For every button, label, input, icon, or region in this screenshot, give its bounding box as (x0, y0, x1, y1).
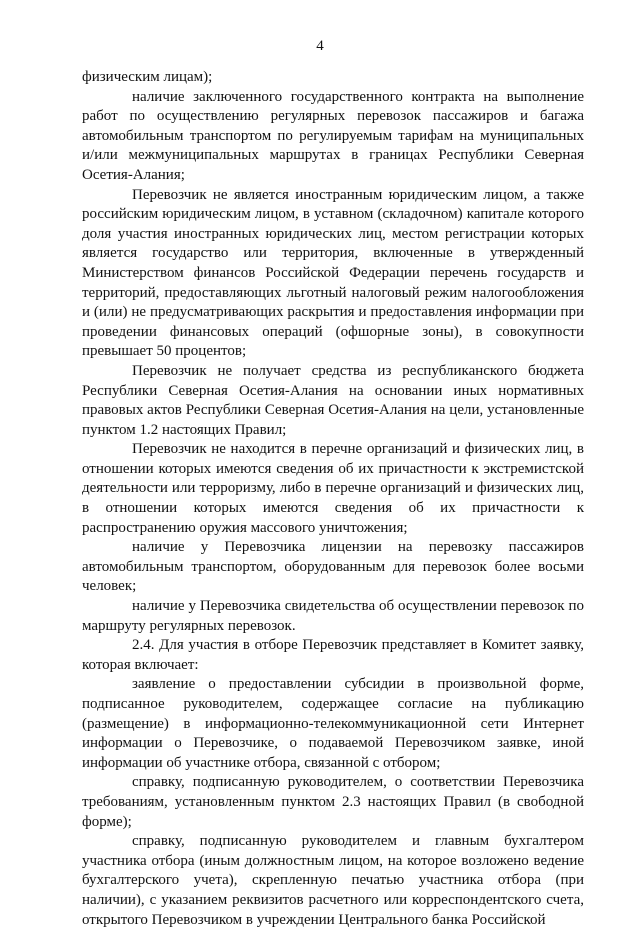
paragraph: Перевозчик не получает средства из республиканского бюджета Республики Северная Осетия-Алания на основании иных нормативных правовых актов Республики Северная Осетия-Алания на цели, установленные пунктом 1.2 настоящих Правил; (82, 362, 584, 438)
paragraph: наличие заключенного государственного контракта на выполнение работ по осуществлению регулярных перевозок пассажиров и багажа автомобильным транспортом по регулируемым тарифам на муниципальных и/или межмуниципальных маршрутах в границах Республики Северная Осетия-Алания; (82, 88, 584, 183)
paragraph: наличие у Перевозчика свидетельства об осуществлении перевозок по маршруту регулярных перевозок. (82, 598, 584, 634)
page-number: 4 (316, 38, 324, 54)
paragraph: справку, подписанную руководителем, о соответствии Перевозчика требованиям, установленным пунктом 2.3 настоящих Правил (в свободной форме); (82, 774, 584, 830)
paragraph: справку, подписанную руководителем и главным бухгалтером участника отбора (иным должностным лицом, на которое возложено ведение бухгалтерского учета), скрепленную печатью участника отбора (при наличии), с указанием реквизитов расчетного или корреспондентского счета, открытого Перевозчиком в учреждении Центрального банка Российской (82, 833, 584, 928)
document-body (82, 68, 584, 930)
paragraph: Перевозчик не находится в перечне организаций и физических лиц, в отношении которых имеются сведения об их причастности к экстремистской деятельности или терроризму, либо в перечне организаций и физических лиц, в отношении которых имеются сведения об их причастности к распространению оружия массового уничтожения; (82, 441, 584, 536)
paragraph: физическим лицам); (82, 69, 213, 85)
paragraph: Перевозчик не является иностранным юридическим лицом, а также российским юридическим лицом, в уставном (складочном) капитале которого доля участия иностранных юридических лиц, местом регистрации которых является государство или территория, включенные в утвержденный Министерством финансов Российской Федерации перечень государств и территорий, предоставляющих льготный налоговый режим налогообложения и (или) не предусматривающих раскрытия и предоставления информации при проведении финансовых операций (офшорные зоны), в совокупности превышает 50 процентов; (82, 186, 584, 360)
paragraph: 2.4. Для участия в отборе Перевозчик представляет в Комитет заявку, которая включает: (82, 637, 584, 673)
paragraph: заявление о предоставлении субсидии в произвольной форме, подписанное руководителем, содержащее согласие на публикацию (размещение) в информационно-телекоммуникационной сети Интернет информации о Перевозчике, о подаваемой Перевозчиком заявке, иной информации об участнике отбора, связанной с отбором; (82, 676, 584, 771)
paragraph: наличие у Перевозчика лицензии на перевозку пассажиров автомобильным транспортом, оборудованным для перевозок более восьми человек; (82, 539, 584, 595)
